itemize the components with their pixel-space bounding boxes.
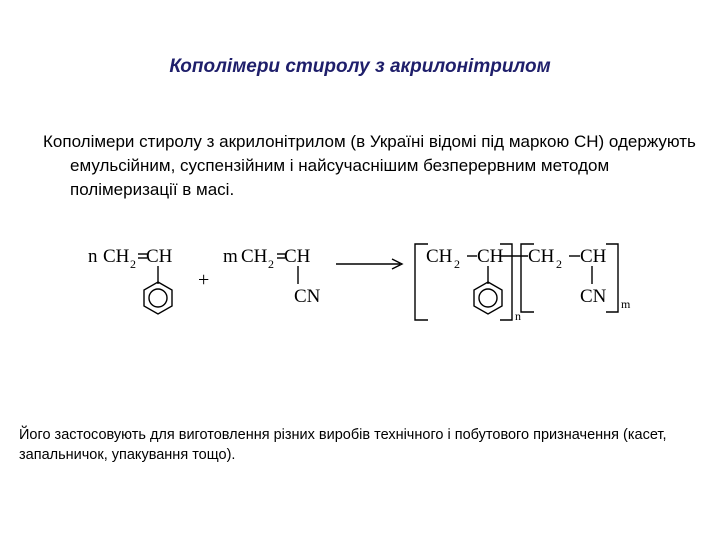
styrene-ch: CH bbox=[146, 246, 173, 267]
intro-paragraph: Кополімери стиролу з акрилонітрилом (в Україні відомі під маркою СН) одержують емульсійним, суспензійним і найсучаснішим безперервним методом полімеризації в масі. bbox=[43, 132, 696, 199]
styrene-ch2-sub: 2 bbox=[130, 257, 136, 271]
styrene-benzene-ring bbox=[144, 282, 172, 314]
acrylo-ch2: CH bbox=[241, 246, 268, 267]
product-benzene-ring bbox=[474, 282, 502, 314]
product-cn: CN bbox=[580, 286, 607, 307]
plus-sign: + bbox=[198, 269, 210, 291]
coef-n: n bbox=[88, 246, 98, 267]
acrylo-cn: CN bbox=[294, 286, 321, 307]
acrylo-ch: CH bbox=[284, 246, 311, 267]
coef-m: m bbox=[223, 246, 238, 267]
product-ch2-a: CH bbox=[426, 246, 453, 267]
bracket-right-2 bbox=[606, 244, 618, 312]
styrene-ch2: CH bbox=[103, 246, 130, 267]
subscript-m: m bbox=[621, 297, 631, 311]
product-ch-a: CH bbox=[477, 246, 504, 267]
styrene-benzene-circle bbox=[149, 289, 167, 307]
usage-paragraph: Його застосовують для виготовлення різних виробів технічного і побутового призначення (касет, запальничок, упакування тощо). bbox=[19, 427, 667, 463]
acrylo-ch2-sub: 2 bbox=[268, 257, 274, 271]
product-benzene-circle bbox=[479, 289, 497, 307]
product-ch-b: CH bbox=[580, 246, 607, 267]
slide-title: Кополімери стиролу з акрилонітрилом bbox=[169, 56, 551, 77]
product-ch2-b: CH bbox=[528, 246, 555, 267]
product-ch2-b-sub: 2 bbox=[556, 257, 562, 271]
subscript-n: n bbox=[515, 309, 521, 323]
product-ch2-a-sub: 2 bbox=[454, 257, 460, 271]
reaction-scheme bbox=[88, 236, 648, 336]
